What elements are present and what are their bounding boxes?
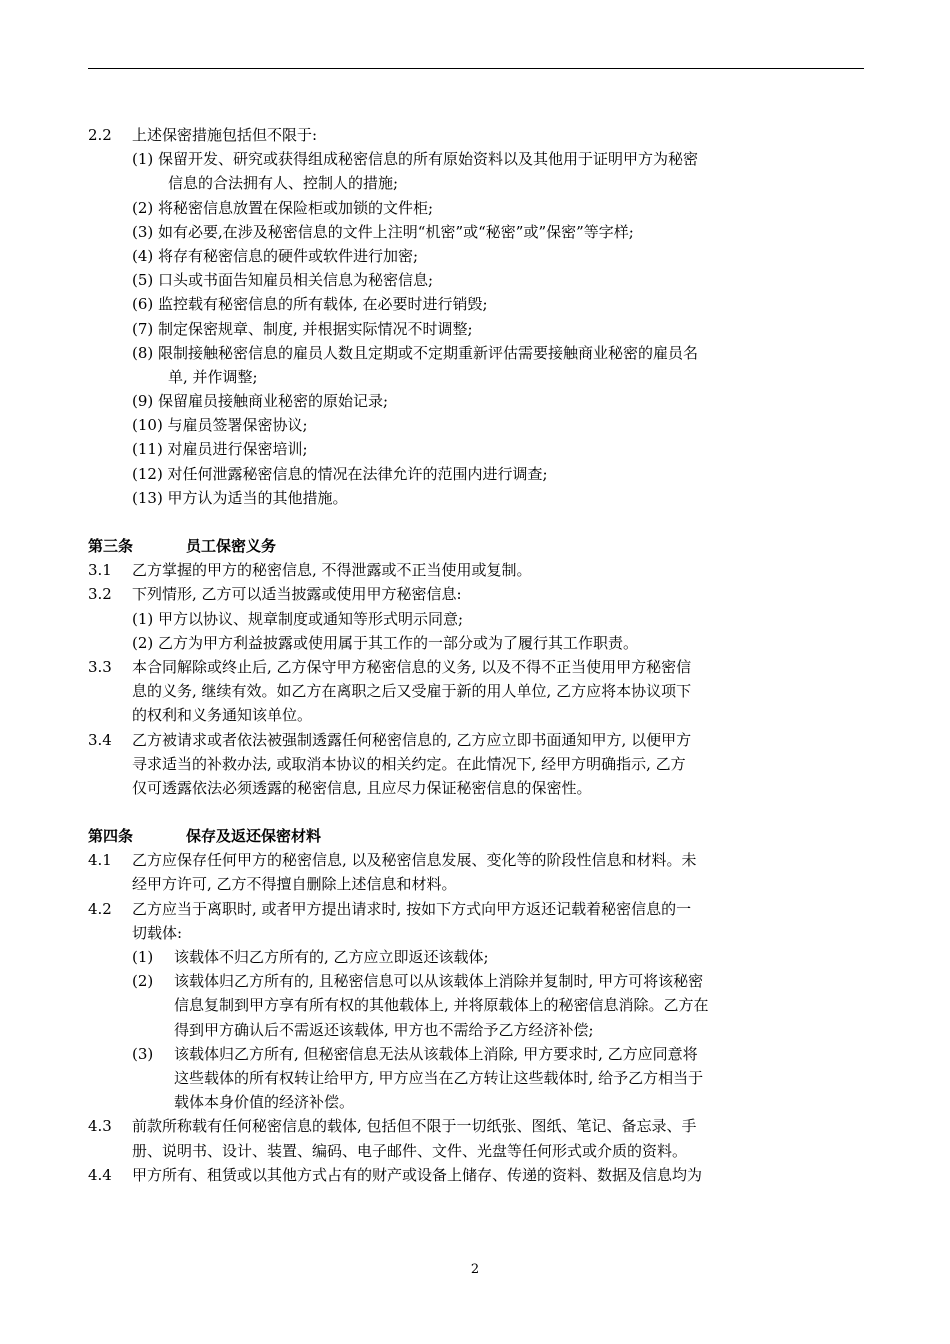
text-line bbox=[88, 1139, 864, 1163]
line-text: 乙方被请求或者依法被强制透露任何秘密信息的, 乙方应立即书面通知甲方, 以便甲方 bbox=[132, 730, 692, 749]
text-line bbox=[88, 437, 864, 461]
line-text: 本合同解除或终止后, 乙方保守甲方秘密信息的义务, 以及不得不正当使用甲方秘密信 bbox=[132, 657, 692, 676]
text-line bbox=[88, 292, 864, 316]
section-heading bbox=[88, 824, 864, 848]
line-text: 寻求适当的补救办法, 或取消本协议的相关约定。在此情况下, 经甲方明确指示, 乙方 bbox=[132, 754, 686, 773]
line-text: 信息的合法拥有人、控制人的措施; bbox=[168, 174, 399, 193]
text-line bbox=[88, 317, 864, 341]
text-line bbox=[88, 631, 864, 655]
text-line bbox=[88, 147, 864, 171]
text-line bbox=[88, 848, 864, 872]
section-gap bbox=[88, 800, 864, 824]
text-line bbox=[88, 1042, 864, 1066]
header-rule bbox=[88, 68, 864, 69]
text-line bbox=[88, 1090, 864, 1114]
text-line bbox=[88, 341, 864, 365]
line-text: 上述保密措施包括但不限于: bbox=[132, 126, 318, 144]
text-line bbox=[88, 486, 864, 510]
text-line bbox=[88, 752, 864, 776]
clause-number: 2.2 bbox=[88, 126, 112, 144]
text-line bbox=[88, 655, 864, 679]
line-text: (3) bbox=[132, 1044, 154, 1063]
line-text: (1) 保留开发、研究或获得组成秘密信息的所有原始资料以及其他用于证明甲方为秘密 bbox=[132, 150, 699, 169]
line-text: (10) 与雇员签署保密协议; bbox=[132, 416, 308, 435]
text-line bbox=[88, 921, 864, 945]
text-line bbox=[88, 728, 864, 752]
text-line bbox=[88, 123, 864, 147]
line-text: (1) 甲方以协议、规章制度或通知等形式明示同意; bbox=[132, 609, 464, 628]
line-text: (2) 乙方为甲方利益披露或使用属于其工作的一部分或为了履行其工作职责。 bbox=[132, 633, 639, 652]
section-heading bbox=[88, 534, 864, 558]
text-line bbox=[88, 220, 864, 244]
line-text: (9) 保留雇员接触商业秘密的原始记录; bbox=[132, 392, 389, 411]
line-text: 这些载体的所有权转让给甲方, 甲方应当在乙方转让这些载体时, 给予乙方相当于 bbox=[174, 1068, 704, 1087]
section-title: 员工保密义务 bbox=[186, 537, 277, 555]
line-text: (13) 甲方认为适当的其他措施。 bbox=[132, 488, 348, 507]
clause-number: 4.2 bbox=[88, 899, 112, 918]
line-text: (7) 制定保密规章、制度, 并根据实际情况不时调整; bbox=[132, 319, 473, 338]
line-text: (5) 口头或书面告知雇员相关信息为秘密信息; bbox=[132, 271, 434, 290]
section-label: 第四条 bbox=[88, 827, 134, 846]
text-line bbox=[88, 244, 864, 268]
text-line bbox=[88, 413, 864, 437]
line-text: 单, 并作调整; bbox=[168, 367, 258, 386]
text-line bbox=[88, 558, 864, 582]
line-subtext: 该载体不归乙方所有的, 乙方应立即返还该载体; bbox=[174, 948, 489, 966]
line-text: (11) 对雇员进行保密培训; bbox=[132, 440, 308, 459]
line-text: 前款所称载有任何秘密信息的载体, 包括但不限于一切纸张、图纸、笔记、备忘录、手 bbox=[132, 1117, 697, 1136]
line-text: (12) 对任何泄露秘密信息的情况在法律允许的范围内进行调查; bbox=[132, 464, 548, 483]
clause-number: 4.1 bbox=[88, 851, 112, 870]
line-text: 乙方应保存任何甲方的秘密信息, 以及秘密信息发展、变化等的阶段性信息和材料。未 bbox=[132, 851, 697, 870]
clause-number: 4.3 bbox=[88, 1117, 112, 1136]
text-line bbox=[88, 993, 864, 1017]
line-subtext: 该载体归乙方所有的, 且秘密信息可以从该载体上消除并复制时, 甲方可将该秘密 bbox=[174, 972, 704, 991]
text-line bbox=[88, 703, 864, 727]
text-line bbox=[88, 389, 864, 413]
line-text: (2) bbox=[132, 972, 154, 991]
text-line bbox=[88, 171, 864, 195]
line-text: 经甲方许可, 乙方不得擅自删除上述信息和材料。 bbox=[132, 875, 457, 894]
line-text: 的权利和义务通知该单位。 bbox=[132, 706, 313, 725]
text-line bbox=[88, 969, 864, 993]
line-text: 下列情形, 乙方可以适当披露或使用甲方秘密信息: bbox=[132, 585, 462, 604]
clause-number: 3.4 bbox=[88, 730, 112, 749]
text-line bbox=[88, 196, 864, 220]
line-text: (2) 将秘密信息放置在保险柜或加锁的文件柜; bbox=[132, 198, 434, 217]
line-text: 信息复制到甲方享有所有权的其他载体上, 并将原载体上的秘密信息消除。乙方在 bbox=[174, 996, 709, 1015]
line-text: 乙方掌握的甲方的秘密信息, 不得泄露或不正当使用或复制。 bbox=[132, 561, 532, 580]
clause-number: 3.1 bbox=[88, 561, 112, 580]
line-subtext: 该载体归乙方所有, 但秘密信息无法从该载体上消除, 甲方要求时, 乙方应同意将 bbox=[174, 1044, 698, 1063]
line-text: (6) 监控载有秘密信息的所有载体, 在必要时进行销毁; bbox=[132, 295, 488, 314]
section-gap bbox=[88, 510, 864, 534]
section-title: 保存及返还保密材料 bbox=[186, 827, 322, 846]
line-text: 得到甲方确认后不需返还该载体, 甲方也不需给予乙方经济补偿; bbox=[174, 1020, 594, 1039]
line-text: (3) 如有必要,在涉及秘密信息的文件上注明“机密”或“秘密”或”保密”等字样; bbox=[132, 222, 634, 241]
line-text: (4) 将存有秘密信息的硬件或软件进行加密; bbox=[132, 246, 419, 265]
clause-number: 3.2 bbox=[88, 585, 112, 604]
clause-number: 3.3 bbox=[88, 657, 112, 676]
text-line bbox=[88, 268, 864, 292]
line-text: 仅可透露依法必须透露的秘密信息, 且应尽力保证秘密信息的保密性。 bbox=[132, 778, 592, 797]
line-text: (1) bbox=[132, 948, 154, 966]
text-line bbox=[88, 945, 864, 969]
text-line bbox=[88, 1066, 864, 1090]
line-text: 切载体: bbox=[132, 923, 183, 942]
clause-number: 4.4 bbox=[88, 1165, 112, 1184]
text-line bbox=[88, 872, 864, 896]
document-body bbox=[88, 123, 864, 1187]
line-text: 载体本身价值的经济补偿。 bbox=[174, 1093, 355, 1112]
text-line bbox=[88, 679, 864, 703]
text-line bbox=[88, 776, 864, 800]
line-text: (8) 限制接触秘密信息的雇员人数且定期或不定期重新评估需要接触商业秘密的雇员名 bbox=[132, 343, 699, 362]
line-text: 册、说明书、设计、装置、编码、电子邮件、文件、光盘等任何形式或介质的资料。 bbox=[132, 1141, 688, 1160]
text-line bbox=[88, 897, 864, 921]
text-line bbox=[88, 365, 864, 389]
line-text: 甲方所有、租赁或以其他方式占有的财产或设备上储存、传递的资料、数据及信息均为 bbox=[132, 1165, 703, 1184]
line-text: 息的义务, 继续有效。如乙方在离职之后又受雇于新的用人单位, 乙方应将本协议项下 bbox=[132, 682, 692, 701]
text-line bbox=[88, 462, 864, 486]
line-text: 乙方应当于离职时, 或者甲方提出请求时, 按如下方式向甲方返还记载着秘密信息的一 bbox=[132, 899, 692, 918]
text-line bbox=[88, 1114, 864, 1138]
text-line bbox=[88, 582, 864, 606]
section-label: 第三条 bbox=[88, 537, 134, 555]
text-line bbox=[88, 1018, 864, 1042]
text-line bbox=[88, 607, 864, 631]
page-number: 2 bbox=[470, 1262, 480, 1277]
text-line bbox=[88, 1163, 864, 1187]
